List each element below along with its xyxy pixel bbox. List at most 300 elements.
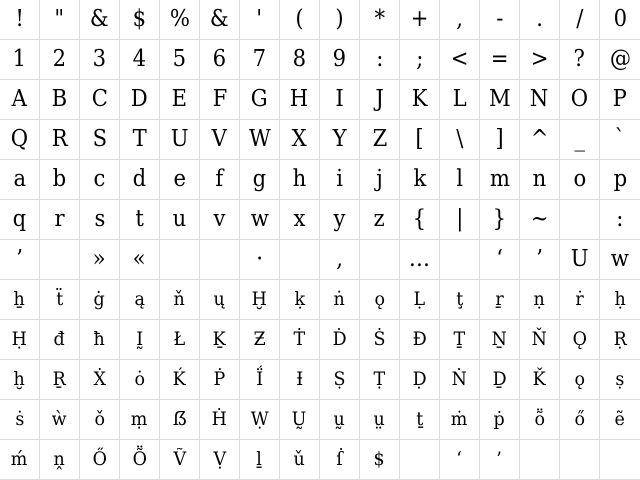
glyph-cell[interactable] (440, 120, 480, 160)
glyph-cell[interactable] (120, 360, 160, 400)
glyph-cell[interactable] (120, 280, 160, 320)
glyph-cell[interactable] (120, 40, 160, 80)
glyph-cell[interactable] (120, 320, 160, 360)
glyph-cell[interactable] (280, 200, 320, 240)
glyph: J (375, 86, 384, 112)
glyph: ( (295, 6, 304, 32)
glyph-cell[interactable] (480, 40, 520, 80)
glyph: : (375, 46, 384, 72)
glyph: C (91, 86, 108, 112)
glyph: Ḱ (172, 368, 187, 390)
glyph: ẗ (55, 288, 64, 310)
glyph-cell[interactable] (440, 360, 480, 400)
glyph-cell[interactable] (120, 160, 160, 200)
glyph-cell[interactable] (560, 320, 600, 360)
glyph: Ṡ (373, 328, 386, 350)
glyph-cell[interactable] (400, 120, 440, 160)
glyph: | (455, 206, 464, 232)
glyph: D (131, 86, 148, 112)
glyph-cell[interactable] (280, 280, 320, 320)
glyph: n (532, 166, 547, 192)
glyph: + (410, 6, 429, 32)
glyph: Ḣ (211, 408, 228, 430)
glyph-cell[interactable] (600, 0, 640, 40)
glyph: ‘ (456, 448, 463, 470)
glyph-cell[interactable] (160, 400, 200, 440)
glyph: / (575, 6, 584, 32)
glyph-cell[interactable] (240, 240, 280, 280)
glyph-cell[interactable] (400, 280, 440, 320)
glyph-cell[interactable] (560, 160, 600, 200)
glyph: P (612, 86, 628, 112)
glyph-cell[interactable] (560, 280, 600, 320)
glyph: Ǫ (572, 328, 587, 350)
glyph-cell[interactable] (160, 40, 200, 80)
glyph-cell[interactable] (40, 400, 80, 440)
glyph: K (411, 86, 428, 112)
glyph: « (133, 246, 146, 272)
glyph: 0 (613, 6, 627, 32)
glyph-cell[interactable] (0, 80, 40, 120)
glyph-cell[interactable] (480, 440, 520, 480)
glyph-cell[interactable] (280, 40, 320, 80)
glyph: ẞ (172, 408, 187, 430)
glyph-cell[interactable] (80, 120, 120, 160)
glyph-cell[interactable] (360, 320, 400, 360)
glyph: Ṣ (333, 368, 346, 390)
glyph-cell[interactable] (480, 160, 520, 200)
glyph-cell[interactable] (0, 280, 40, 320)
glyph-cell[interactable] (160, 360, 200, 400)
glyph-cell[interactable] (40, 200, 80, 240)
glyph-cell[interactable] (120, 240, 160, 280)
glyph-cell[interactable] (160, 80, 200, 120)
glyph: ȯ (134, 368, 145, 390)
glyph: h (292, 166, 307, 192)
glyph: L (452, 86, 467, 112)
glyph: Ṯ (453, 328, 466, 350)
glyph-cell[interactable] (480, 120, 520, 160)
glyph-cell[interactable] (280, 320, 320, 360)
glyph-cell[interactable] (560, 440, 600, 480)
glyph-cell[interactable] (320, 280, 360, 320)
glyph: ṗ (493, 408, 506, 430)
glyph-cell[interactable] (600, 240, 640, 280)
glyph: & (90, 6, 109, 32)
glyph-cell[interactable] (120, 200, 160, 240)
glyph: ! (15, 6, 24, 32)
glyph: o (573, 166, 586, 192)
glyph-cell[interactable] (520, 360, 560, 400)
glyph-cell[interactable] (480, 200, 520, 240)
glyph-cell[interactable] (320, 240, 360, 280)
glyph-cell[interactable] (80, 440, 120, 480)
glyph: I (335, 86, 344, 112)
glyph-cell[interactable] (480, 360, 520, 400)
glyph-cell[interactable] (320, 160, 360, 200)
glyph: Ṭ (373, 368, 386, 390)
glyph: Ǩ (532, 368, 547, 390)
glyph-cell[interactable] (240, 320, 280, 360)
glyph: T (132, 126, 147, 152)
glyph: x (293, 206, 306, 232)
glyph-cell[interactable] (0, 240, 40, 280)
glyph-cell[interactable] (440, 400, 480, 440)
glyph-cell[interactable] (600, 440, 640, 480)
glyph-cell[interactable] (120, 120, 160, 160)
glyph: 3 (92, 46, 107, 72)
glyph-cell[interactable] (320, 400, 360, 440)
glyph-cell[interactable] (560, 240, 600, 280)
glyph: ǒ (94, 408, 105, 430)
glyph-cell[interactable] (360, 120, 400, 160)
glyph-cell[interactable] (0, 360, 40, 400)
glyph-cell[interactable] (240, 40, 280, 80)
glyph-cell[interactable] (520, 40, 560, 80)
glyph-cell[interactable] (200, 360, 240, 400)
glyph-cell[interactable] (280, 400, 320, 440)
glyph-cell[interactable] (240, 120, 280, 160)
glyph: ṏ (534, 408, 545, 430)
glyph-cell[interactable] (80, 280, 120, 320)
glyph: * (374, 6, 385, 32)
glyph: ` (614, 126, 626, 152)
glyph: } (492, 206, 507, 232)
glyph-cell[interactable] (560, 120, 600, 160)
glyph-cell[interactable] (80, 0, 120, 40)
glyph-cell[interactable] (280, 240, 320, 280)
glyph: Ň (531, 328, 548, 350)
glyph: ^ (530, 126, 549, 152)
glyph-cell[interactable] (160, 200, 200, 240)
glyph: Ṗ (213, 368, 226, 390)
glyph-cell[interactable] (600, 360, 640, 400)
glyph-cell[interactable] (440, 0, 480, 40)
glyph-cell[interactable] (200, 280, 240, 320)
glyph: _ (574, 126, 585, 152)
glyph (216, 248, 223, 271)
glyph: 5 (172, 46, 187, 72)
glyph-cell[interactable] (600, 280, 640, 320)
glyph: Ṛ (613, 328, 627, 350)
glyph-cell[interactable] (560, 360, 600, 400)
glyph-cell[interactable] (0, 160, 40, 200)
glyph-cell[interactable] (440, 320, 480, 360)
glyph-cell[interactable] (400, 320, 440, 360)
glyph: 1 (12, 46, 27, 72)
glyph: g (252, 166, 267, 192)
glyph-cell[interactable] (40, 320, 80, 360)
glyph: Q (10, 126, 29, 152)
glyph-cell[interactable] (160, 0, 200, 40)
glyph: Ḋ (332, 328, 347, 350)
glyph-cell[interactable] (520, 0, 560, 40)
glyph-cell[interactable] (360, 400, 400, 440)
glyph-cell[interactable] (440, 240, 480, 280)
glyph-cell[interactable] (600, 80, 640, 120)
glyph-cell[interactable] (240, 80, 280, 120)
glyph-cell[interactable] (40, 160, 80, 200)
glyph: Ḥ (11, 328, 28, 350)
glyph-cell[interactable] (360, 200, 400, 240)
glyph: Ẋ (93, 368, 106, 390)
glyph-cell[interactable] (40, 0, 80, 40)
glyph: ḫ (13, 368, 26, 390)
glyph: ň (173, 288, 186, 310)
glyph-cell[interactable] (80, 160, 120, 200)
glyph: R (51, 126, 68, 152)
glyph-cell[interactable] (160, 440, 200, 480)
glyph-cell[interactable] (40, 40, 80, 80)
glyph: 6 (212, 46, 227, 72)
glyph-cell[interactable] (600, 320, 640, 360)
glyph-cell[interactable] (320, 320, 360, 360)
glyph-cell[interactable] (440, 200, 480, 240)
glyph-cell[interactable] (120, 80, 160, 120)
glyph-cell[interactable] (0, 400, 40, 440)
glyph-cell[interactable] (0, 320, 40, 360)
glyph-cell[interactable] (600, 40, 640, 80)
glyph: l (456, 166, 463, 192)
glyph-cell[interactable] (440, 40, 480, 80)
glyph-cell[interactable] (400, 0, 440, 40)
glyph-cell[interactable] (160, 240, 200, 280)
glyph-cell[interactable] (160, 280, 200, 320)
glyph: … (408, 246, 431, 272)
glyph: Ő (92, 448, 107, 470)
glyph: ṁ (451, 408, 468, 430)
glyph: u (172, 206, 187, 232)
glyph: Ḵ (212, 328, 227, 350)
glyph-cell[interactable] (440, 80, 480, 120)
glyph: Ẉ (250, 408, 269, 430)
glyph: , (336, 246, 343, 272)
glyph-cell[interactable] (480, 280, 520, 320)
glyph-cell[interactable] (320, 40, 360, 80)
glyph-cell[interactable] (0, 200, 40, 240)
glyph: ǫ (374, 288, 385, 310)
glyph-cell[interactable] (240, 160, 280, 200)
glyph-cell[interactable] (40, 360, 80, 400)
glyph: F (212, 86, 227, 112)
glyph: đ (53, 328, 66, 350)
glyph: < (450, 46, 469, 72)
glyph-cell[interactable] (200, 200, 240, 240)
glyph-cell[interactable] (320, 360, 360, 400)
glyph-cell[interactable] (520, 200, 560, 240)
glyph-cell[interactable] (560, 40, 600, 80)
glyph: ’ (536, 246, 543, 272)
glyph-cell[interactable] (360, 80, 400, 120)
glyph-cell[interactable] (200, 40, 240, 80)
glyph: ) (335, 6, 344, 32)
glyph: y (333, 206, 346, 232)
glyph-cell[interactable] (200, 440, 240, 480)
glyph-cell[interactable] (520, 320, 560, 360)
glyph-cell[interactable] (280, 360, 320, 400)
glyph: k (413, 166, 426, 192)
glyph-cell[interactable] (360, 280, 400, 320)
glyph-cell[interactable] (360, 40, 400, 80)
glyph-cell[interactable] (400, 160, 440, 200)
glyph-cell[interactable] (440, 280, 480, 320)
glyph-cell[interactable] (280, 160, 320, 200)
glyph-cell[interactable] (440, 440, 480, 480)
glyph-cell[interactable] (240, 0, 280, 40)
glyph-cell[interactable] (40, 80, 80, 120)
glyph-cell[interactable] (120, 0, 160, 40)
glyph-cell[interactable] (360, 160, 400, 200)
glyph: Ɨ (296, 368, 303, 390)
glyph-cell[interactable] (520, 160, 560, 200)
glyph-cell[interactable] (360, 440, 400, 480)
glyph-cell[interactable] (200, 0, 240, 40)
glyph: ] (495, 126, 504, 152)
glyph-cell[interactable] (400, 40, 440, 80)
glyph: Ł (173, 328, 186, 350)
glyph: , (456, 6, 463, 32)
glyph: b (52, 166, 67, 192)
glyph: ’ (16, 246, 23, 272)
glyph-cell[interactable] (200, 240, 240, 280)
glyph-cell[interactable] (240, 200, 280, 240)
glyph-cell[interactable] (400, 240, 440, 280)
glyph-cell[interactable] (200, 160, 240, 200)
glyph-cell[interactable] (320, 200, 360, 240)
glyph-cell[interactable] (200, 400, 240, 440)
glyph-cell[interactable] (80, 240, 120, 280)
glyph-cell[interactable] (80, 80, 120, 120)
glyph-cell[interactable] (240, 400, 280, 440)
glyph-cell[interactable] (80, 200, 120, 240)
glyph-cell[interactable] (480, 240, 520, 280)
glyph: = (490, 46, 509, 72)
glyph: ḥ (614, 288, 626, 310)
glyph: w (250, 206, 269, 232)
glyph-cell[interactable] (560, 400, 600, 440)
glyph: ṳ (373, 408, 386, 430)
glyph-cell[interactable] (360, 0, 400, 40)
glyph-cell[interactable] (0, 440, 40, 480)
glyph-cell[interactable] (280, 440, 320, 480)
glyph-cell[interactable] (400, 400, 440, 440)
glyph-cell[interactable] (520, 80, 560, 120)
glyph-cell[interactable] (560, 80, 600, 120)
glyph: V (211, 126, 228, 152)
glyph-cell[interactable] (280, 80, 320, 120)
glyph-cell[interactable] (240, 280, 280, 320)
glyph-cell[interactable] (320, 80, 360, 120)
glyph-cell[interactable] (520, 240, 560, 280)
glyph-cell[interactable] (400, 360, 440, 400)
glyph-cell[interactable] (280, 120, 320, 160)
glyph: B (51, 86, 68, 112)
glyph: ḿ (11, 448, 28, 470)
glyph-cell[interactable] (120, 440, 160, 480)
glyph: Đ (412, 328, 427, 350)
glyph-cell[interactable] (520, 440, 560, 480)
glyph-cell[interactable] (320, 120, 360, 160)
glyph: ħ (93, 328, 106, 350)
glyph-cell[interactable] (440, 160, 480, 200)
glyph-cell[interactable] (40, 240, 80, 280)
glyph: Ḷ (413, 288, 426, 310)
glyph: 2 (52, 46, 67, 72)
glyph-cell[interactable] (200, 320, 240, 360)
glyph-cell[interactable] (240, 440, 280, 480)
glyph-cell[interactable] (280, 0, 320, 40)
glyph-cell[interactable] (600, 200, 640, 240)
glyph-cell[interactable] (600, 120, 640, 160)
glyph: W (248, 126, 271, 152)
glyph-cell[interactable] (400, 200, 440, 240)
glyph-cell[interactable] (0, 120, 40, 160)
glyph: ṃ (131, 408, 148, 430)
glyph-cell[interactable] (560, 0, 600, 40)
glyph-cell[interactable] (160, 160, 200, 200)
glyph: Ṏ (132, 448, 147, 470)
glyph: Ḯ (256, 368, 263, 390)
glyph-cell[interactable] (200, 120, 240, 160)
glyph-cell[interactable] (160, 120, 200, 160)
glyph-cell[interactable] (520, 120, 560, 160)
glyph: ṇ (533, 288, 546, 310)
glyph-cell[interactable] (520, 280, 560, 320)
glyph-cell[interactable] (80, 400, 120, 440)
glyph-cell[interactable] (520, 400, 560, 440)
glyph: ǔ (293, 448, 306, 470)
glyph-cell[interactable] (80, 360, 120, 400)
glyph: O (570, 86, 589, 112)
glyph-cell[interactable] (240, 360, 280, 400)
glyph-cell[interactable] (80, 320, 120, 360)
glyph-cell[interactable] (400, 440, 440, 480)
glyph-cell[interactable] (80, 40, 120, 80)
glyph: ǫ (574, 368, 585, 390)
glyph-cell[interactable] (0, 0, 40, 40)
glyph-cell[interactable] (360, 240, 400, 280)
glyph: ' (256, 6, 263, 32)
glyph-cell[interactable] (120, 400, 160, 440)
glyph-cell[interactable] (360, 360, 400, 400)
glyph-cell[interactable] (560, 200, 600, 240)
glyph: & (210, 6, 229, 32)
glyph-cell[interactable] (200, 80, 240, 120)
glyph-cell[interactable] (40, 120, 80, 160)
glyph-cell[interactable] (480, 0, 520, 40)
glyph: p (613, 166, 627, 192)
glyph: Ḏ (492, 368, 507, 390)
glyph-cell[interactable] (600, 400, 640, 440)
glyph-cell[interactable] (40, 440, 80, 480)
glyph-cell[interactable] (320, 440, 360, 480)
glyph: Ḍ (412, 368, 427, 390)
glyph-cell[interactable] (160, 320, 200, 360)
glyph-cell[interactable] (600, 160, 640, 200)
glyph: ţ (455, 288, 464, 310)
glyph: q (12, 206, 27, 232)
glyph-cell[interactable] (480, 400, 520, 440)
glyph-cell[interactable] (400, 80, 440, 120)
glyph-cell[interactable] (0, 40, 40, 80)
glyph-cell[interactable] (480, 80, 520, 120)
glyph: m (489, 166, 510, 192)
glyph (56, 248, 63, 271)
glyph-cell[interactable] (40, 280, 80, 320)
glyph-cell[interactable] (480, 320, 520, 360)
glyph: H (290, 86, 309, 112)
glyph-cell[interactable] (320, 0, 360, 40)
